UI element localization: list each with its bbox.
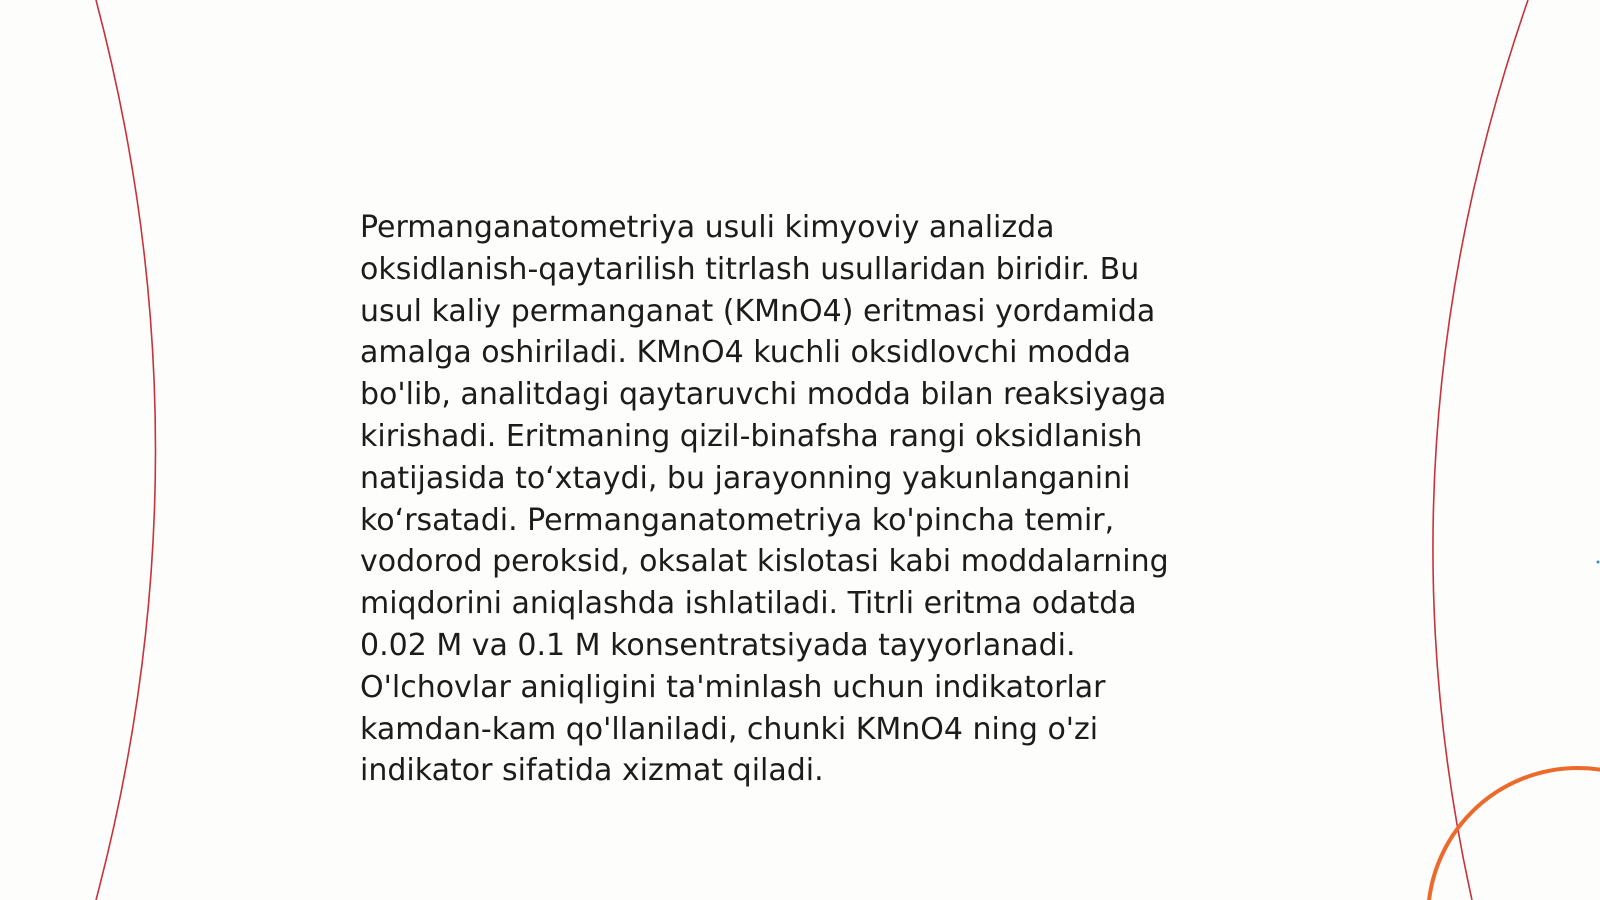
left-curve-line xyxy=(96,0,156,900)
paragraph-line: miqdorini aniqlashda ishlatiladi. Titrli eritma odatda xyxy=(360,586,1137,622)
paragraph-line: natijasida to‘xtaydi, bu jarayonning yakunlanganini xyxy=(360,460,1131,496)
paragraph-line: kamdan-kam qo'llaniladi, chunki KMnO4 ning o'zi xyxy=(360,711,1099,747)
paragraph-line: amalga oshiriladi. KMnO4 kuchli oksidlovchi modda xyxy=(360,335,1132,371)
paragraph-line: oksidlanish-qaytarilish titrlash usullaridan biridir. Bu xyxy=(360,251,1140,287)
paragraph-line: indikator sifatida xizmat qiladi. xyxy=(360,753,824,789)
paragraph-line: O'lchovlar aniqligini ta'minlash uchun indikatorlar xyxy=(360,669,1106,705)
paragraph-line: vodorod peroksid, oksalat kislotasi kabi moddalarning xyxy=(360,544,1169,580)
paragraph-line: bo'lib, analitdagi qaytaruvchi modda bilan reaksiyaga xyxy=(360,377,1167,413)
body-paragraph xyxy=(360,207,1260,792)
paragraph-line: ko‘rsatadi. Permanganatometriya ko'pincha temir, xyxy=(360,502,1115,538)
right-curve-line xyxy=(1433,0,1528,900)
paragraph-line: Permanganatometriya usuli kimyoviy analizda xyxy=(360,210,1055,245)
blue-dot xyxy=(1597,561,1600,564)
paragraph-line: kirishadi. Eritmaning qizil-binafsha rangi oksidlanish xyxy=(360,418,1143,454)
paragraph-line: usul kaliy permanganat (KMnO4) eritmasi yordamida xyxy=(360,293,1156,329)
paragraph-line: 0.02 M va 0.1 M konsentratsiyada tayyorlanadi. xyxy=(360,627,1076,663)
orange-arc xyxy=(1428,768,1600,900)
